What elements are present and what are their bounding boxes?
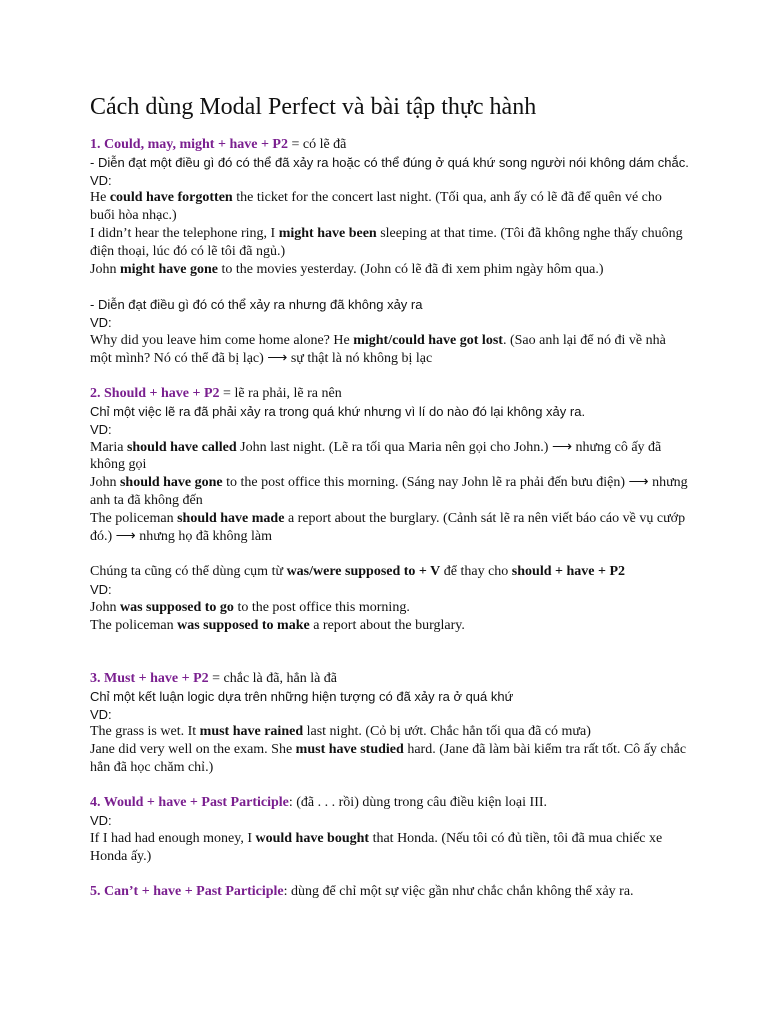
section-2-meaning: = lẽ ra phải, lẽ ra nên bbox=[219, 386, 342, 402]
section-1-example-3: John might have gone to the movies yesterday. (John có lẽ đã đi xem phim ngày hôm qua.) bbox=[90, 261, 604, 277]
section-1-description: - Diễn đạt một điều gì đó có thể đã xảy ra hoặc có thể đúng ở quá khứ song người nói không dám chắc. bbox=[90, 154, 689, 170]
section-2-example-1: Maria should have called John last night. (Lẽ ra tối qua Maria nên gọi cho John.) ⟶ nhưng cô ấy đã không gọi bbox=[90, 439, 662, 473]
section-5-title: 5. Can’t + have + Past Participle bbox=[90, 884, 284, 900]
section-5-meaning: : dùng để chỉ một sự việc gần như chắc chắn không thể xảy ra. bbox=[283, 884, 634, 900]
section-1-meaning: = có lẽ đã bbox=[287, 137, 347, 152]
section-2-example-3: The policeman should have made a report about the burglary. (Cảnh sát lẽ ra nên viết báo cáo về vụ cướp đó.) ⟶ nhưng họ đã không làm bbox=[90, 510, 686, 544]
section-4-heading bbox=[90, 794, 690, 812]
section-2-vd: VD: bbox=[90, 421, 112, 437]
section-5-heading bbox=[90, 883, 690, 901]
section-4-title: 4. Would + have + Past Participle bbox=[90, 795, 289, 811]
section-2-example-2: John should have gone to the post office this morning. (Sáng nay John lẽ ra phải đến bưu điện) ⟶ nhưng anh ta đã không đến bbox=[90, 475, 688, 508]
document-body bbox=[90, 136, 690, 901]
section-1-example-4: Why did you leave him come home alone? He might/could have got lost. (Sao anh lại để nó đi về nhà một mình? Nó có thể đã bị lạc) ⟶ sự thật là nó không bị lạc bbox=[90, 332, 666, 366]
section-1-vd-2: VD: bbox=[90, 314, 112, 330]
section-4-vd: VD: bbox=[90, 813, 112, 829]
section-2-example-5: The policeman was supposed to make a report about the burglary. bbox=[90, 617, 465, 633]
section-1-example-1: He could have forgotten the ticket for the concert last night. (Tối qua, anh ấy có lẽ đã để quên vé cho buổi hòa nhạc.) bbox=[90, 190, 662, 224]
section-3-description: Chỉ một kết luận logic dựa trên những hiện tượng có đã xảy ra ở quá khứ bbox=[90, 688, 514, 704]
section-1-title: 1. Could, may, might + have + P2 bbox=[90, 137, 288, 152]
section-2-title: 2. Should + have + P2 bbox=[90, 386, 220, 402]
section-4-meaning: : (đã . . . rồi) dùng trong câu điều kiện loại III. bbox=[288, 795, 548, 811]
section-1-vd: VD: bbox=[90, 172, 112, 188]
section-4-example-1: If I had had enough money, I would have bought that Honda. (Nếu tôi có đủ tiền, tôi đã mua chiếc xe Honda ấy.) bbox=[90, 831, 663, 864]
section-1-description-2: - Diễn đạt điều gì đó có thể xảy ra nhưng đã không xảy ra bbox=[90, 297, 423, 313]
section-1-heading bbox=[90, 136, 690, 154]
section-3-vd: VD: bbox=[90, 706, 112, 722]
section-1-example-2: I didn’t hear the telephone ring, I might have been sleeping at that time. (Tôi đã không nghe thấy chuông điện thoại, lúc đó có lẽ tôi đã ngủ.) bbox=[90, 225, 683, 259]
section-2-heading bbox=[90, 385, 690, 403]
section-3-example-2: Jane did very well on the exam. She must have studied hard. (Jane đã làm bài kiểm tra rất tốt. Cô ấy chắc hẳn đã học chăm chỉ.) bbox=[90, 742, 687, 775]
section-2-vd-2: VD: bbox=[90, 581, 112, 597]
section-2-example-4: John was supposed to go to the post office this morning. bbox=[90, 599, 410, 615]
section-2-description: Chỉ một việc lẽ ra đã phải xảy ra trong quá khứ nhưng vì lí do nào đó lại không xảy ra. bbox=[90, 403, 586, 419]
section-2-alternative: Chúng ta cũng có thể dùng cụm từ was/were supposed to + V để thay cho should + have + P2 bbox=[90, 564, 625, 580]
section-3-meaning: = chắc là đã, hẳn là đã bbox=[208, 670, 338, 686]
page-title: Cách dùng Modal Perfect và bài tập thực hành bbox=[90, 94, 537, 120]
section-3-title: 3. Must + have + P2 bbox=[90, 670, 209, 686]
section-3-heading bbox=[90, 670, 690, 688]
section-3-example-1: The grass is wet. It must have rained last night. (Cỏ bị ướt. Chắc hẳn tối qua đã có mưa) bbox=[90, 724, 591, 740]
